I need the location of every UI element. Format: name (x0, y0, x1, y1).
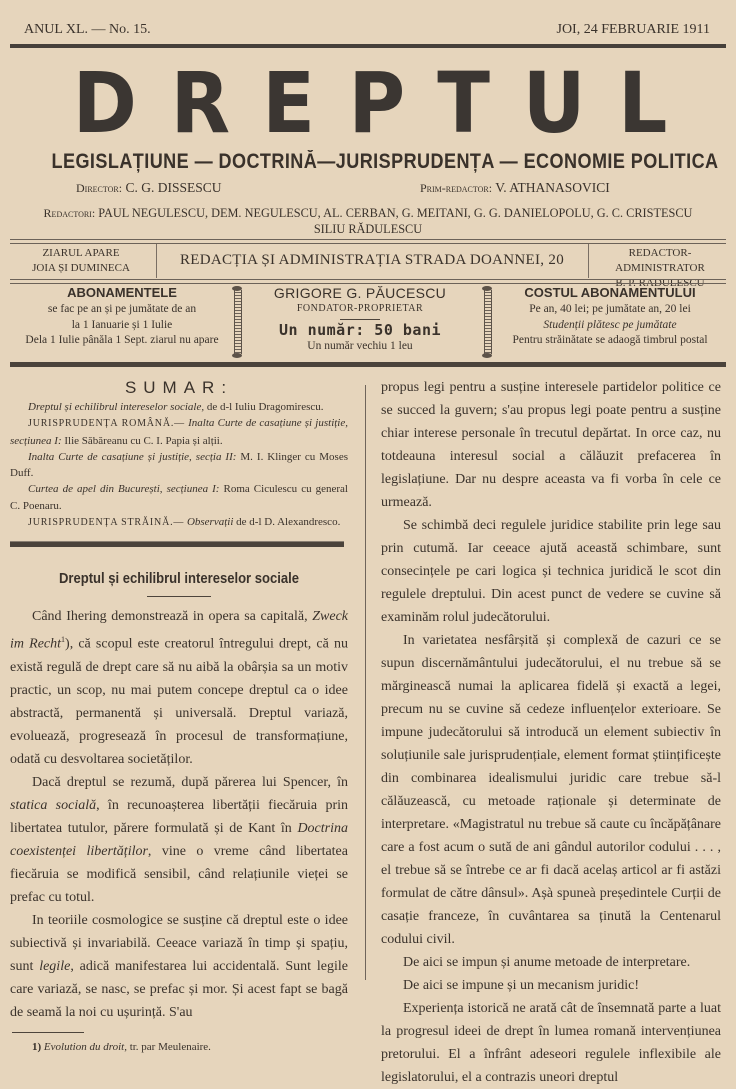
info-divider (156, 244, 157, 278)
sumar-item (10, 449, 348, 482)
left-column (10, 370, 348, 1053)
redactori-names: PAUL NEGULESCU, DEM. NEGULESCU, AL. CERBAN, G. MEITANI, G. G. DANIELOPOLU, G. C. CRISTESCU (98, 206, 693, 220)
article-paragraph (10, 771, 348, 909)
sumar-item-court: Inalta Curte de casațiune și justiție, secția II: (28, 450, 237, 463)
subscription-left-title: ABONAMENTELE (67, 285, 177, 300)
book-title: Doctrina coexistenței libertăților (10, 821, 348, 860)
issue-number: ANUL XL. — No. 15. (24, 22, 151, 37)
masthead-letter: U (523, 54, 586, 152)
director (76, 180, 221, 196)
sumar-item (10, 415, 348, 449)
subscription-center (250, 284, 470, 353)
info-row (10, 244, 726, 289)
subscription-left-line: se fac pe an și pe jumătate de an (47, 303, 197, 315)
prim-redactor-name: V. ATHANASOVICI (495, 180, 610, 195)
masthead-letter: R (170, 54, 230, 152)
column-divider (365, 385, 366, 980)
subscription-left-line: Dela 1 Iulie pânăla 1 Sept. ziarul nu apare (25, 334, 219, 346)
ornament-divider-icon (234, 290, 242, 354)
article-body-right (381, 376, 721, 1089)
article-paragraph: propus legi pentru a susține interesele partidelor politice ce se succed la guvern; s'au propus legi poate pentru a susține chiar interese personale în trecutul depărtat. In orce caz, nu totdeauna interesul social a călăuzit prefacerea în legislațiune. Dar nu despre aceasta va fi vorba în cele ce urmează. (381, 380, 721, 510)
footnote-title: Evolution du droit (43, 1041, 125, 1054)
title-rule (147, 596, 211, 597)
admin-line1: REDACTOR-ADMINISTRATOR (615, 247, 705, 274)
issue-line (24, 18, 710, 38)
sumar-item-author: de d-l D. Alexandresco. (233, 516, 341, 529)
redactori-last: SILIU RĂDULESCU (313, 222, 423, 236)
emphasis: legile (39, 959, 71, 975)
article-paragraph: In varietatea nesfârșită și complexă de cazuri ce se supun discernământului judecătorului, el nu trebue să se mărginească numai la aplicarea fidelă și exactă a legei, precum nu se cuvine să cedeze influențelor exterioare. Se impune judecătorului să introducă un element subiectiv în soluțiunile sale jurisprudențiale, element format științificește din combinarea idealismului juridic care trebue să-l călăuzească, cu metoade raționale și determinate de interpretare. «Magistratul nu trebue să caute cu încăpățânare care a fost acum o sută de ani gândul autorilor codului . . . , el trebue să se întrebe ce ar fi dacă acelaș articol ar fi astăzi formulat de către dânsul». Așà spuneà președintele Curții de casație franceze, în cuvântarea sa ținută la Centenarul codului civil. (381, 633, 721, 947)
subscription-abroad: Pentru străinătate se adaogă timbrul postal (512, 334, 708, 346)
subscription-left-line: la 1 Ianuarie și 1 Iulie (71, 318, 173, 331)
subscription-students: Studenții plătesc pe jumătate (543, 318, 677, 331)
article-paragraph: Se schimbă deci regulele juridice stabilite prin lege sau prin cutumă. Iar ceeace ajută această schimbare, sunt consecințele pe cari logica și technica juridică le scot din regulele dreptului. Din acest punct de vedere se cuvine să examinăm rolul judecătorului. (381, 518, 721, 625)
footnote-number: 1) (32, 1041, 42, 1054)
issue-price: Un număr: 50 bani (278, 321, 442, 339)
old-issue-price: Un număr vechiu 1 leu (307, 340, 413, 352)
article-body-left (10, 605, 348, 1024)
article-paragraph (10, 909, 348, 1024)
masthead-letter: L (618, 54, 668, 152)
sumar-item (10, 514, 348, 531)
sumar-section: JURISPRUDENȚA STRĂINĂ.— (28, 517, 185, 529)
footnote-ref[interactable]: 1 (61, 635, 66, 645)
ornament-divider-icon (484, 290, 492, 354)
sumar-item (10, 481, 348, 514)
redactori-block (0, 205, 736, 237)
directors-line (0, 180, 736, 198)
founder-role: FONDATOR-PROPRIETAR (296, 303, 424, 314)
founder-name: GRIGORE G. PĂUCESCU (273, 285, 447, 301)
masthead-letter: D (72, 54, 137, 152)
text-run: , vine o vreme când libertatea fiecăruia se modifică sensibil, când relațiunile vieței se prefac cu totul. (10, 844, 348, 906)
sumar-item-author: de d-l Iuliu Dragomirescu. (204, 401, 324, 413)
sumar-item-court: Curtea de apel din București, secțiunea I: (28, 483, 220, 496)
masthead-subtitle: LEGISLAȚIUNE — DOCTRINĂ—JURISPRUDENȚA — ECONOMIE POLITICA (51, 150, 719, 173)
sumar-section: JURISPRUDENȚA ROMÂNĂ.— (28, 418, 185, 430)
footnote (10, 1041, 348, 1053)
director-label: Director: (76, 181, 123, 195)
article-paragraph: De aici se impun și anume metoade de interpretare. (403, 955, 691, 970)
text-run: , adică manifestarea lui accidentală. Sunt legile care variază, se nasc, se prefac și mor. Și acest fapt se bagă de seamă la noi cu ușurință. S'au (10, 959, 349, 1021)
top-rule (10, 44, 726, 48)
admin-line2: B. P. RADULESCU (615, 277, 705, 289)
text-run: , în recunoașterea libertății fiecăruia prin libertatea tutulor, părere formulată și de Kant în (10, 798, 348, 837)
subscription-left (16, 284, 228, 349)
prim-redactor-label: Prim-redactor: (420, 181, 493, 195)
book-title: Zweck im Recht (10, 609, 348, 653)
sumar-bottom-rule (10, 541, 344, 547)
redactori-label: Redactori: (43, 206, 96, 220)
subscription-right-title: COSTUL ABONAMENTULUI (524, 285, 696, 300)
book-title: statica socială (10, 798, 97, 814)
masthead-title (70, 54, 670, 152)
address-cell: REDACȚIA ȘI ADMINISTRAȚIA STRADA DOANNEI, 20 (179, 252, 565, 268)
article-title: Dreptul și echilibrul intereselor sociale (58, 571, 300, 588)
subscription-row (0, 284, 736, 358)
sumar-item-parties: Ilie Săbăreanu cu C. I. Papia și alții. (61, 434, 223, 447)
text-run: ), că scopul este creatorul întregului drept, că nu există regulă de drept care să nu aibă la obârșia sa un motiv practic, un scop, nu mai putem concepe dreptul ca o idee abstractă, permanentă și universală. Dreptul variază, evoluează, progresează în procesul de transformațiune, odată cu desvoltarea societăților. (10, 637, 349, 768)
sumar-item-title: Dreptul și echilibrul intereselor sociale, (28, 401, 205, 413)
sumar-item-parties: M. I. Klinger cu Moses Duff. (10, 450, 348, 480)
masthead-letter: T (437, 54, 491, 152)
article-paragraph: De aici se impune și un mecanism juridic! (403, 978, 639, 993)
right-column (381, 376, 721, 1089)
text-run: Când Ihering demonstrează in opera sa capitală, (32, 609, 313, 625)
sumar-title: SUMAR: (124, 378, 234, 397)
sumar-item-parties: Roma Ciculescu cu general C. Poenaru. (10, 483, 348, 512)
article-paragraph: Experiența istorică ne arată cât de însemnată parte a luat la progresul ideei de drept în lumea romană intervențiunea pretorului. El a înfrânt adeseori regulele inflexibile ale legislatorului, el a contrazis uneori dreptul (381, 1001, 721, 1085)
footnote-rule (12, 1032, 84, 1033)
sumar-item-title: Observații (184, 516, 234, 529)
issue-date: JOI, 24 FEBRUARIE 1911 (556, 22, 710, 37)
apare-line2: JOIA ȘI DUMINECA (32, 262, 130, 274)
short-rule (340, 319, 380, 320)
masthead-letter: P (348, 54, 405, 152)
prim-redactor (420, 180, 610, 196)
info-divider (588, 244, 589, 278)
article-paragraph (10, 605, 348, 771)
apare-line1: ZIARUL APARE (42, 247, 120, 259)
director-name: C. G. DISSESCU (125, 180, 222, 195)
footnote-text: , tr. par Meulenaire. (124, 1041, 211, 1054)
sumar-item-court: Inalta Curte de casațiune și justiție, secțiunea I: (10, 417, 348, 447)
sumar-list (10, 399, 348, 531)
masthead-letter: E (262, 54, 316, 152)
header-bottom-rule (10, 362, 726, 367)
subscription-right (496, 284, 724, 349)
text-run: Dacă dreptul se rezumă, după părerea lui Spencer, în (32, 775, 348, 791)
apare-cell (10, 246, 152, 276)
sumar-item (10, 399, 348, 415)
subscription-cost: Pe an, 40 lei; pe jumătate an, 20 lei (529, 303, 691, 315)
text-run: In teoriile cosmologice se susține că dreptul este o idee subiectivă și invariabilă. Ceeace variază în timp și spațiu, sunt (10, 913, 348, 975)
